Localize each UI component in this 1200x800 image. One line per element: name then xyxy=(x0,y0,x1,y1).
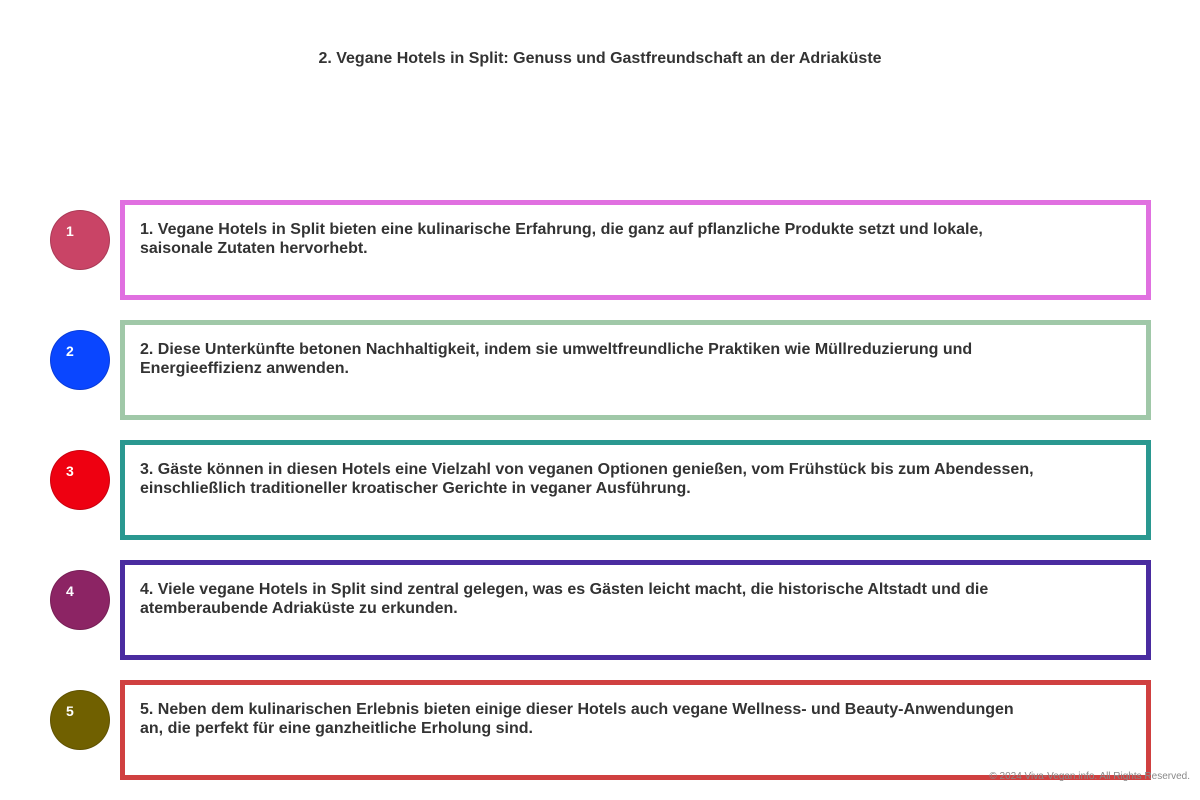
item-number: 1 xyxy=(66,223,74,239)
copyright-footer: © 2024 Viva-Vegan.info. All Rights Reserved. xyxy=(989,771,1190,782)
item-number: 2 xyxy=(66,343,74,359)
item-list xyxy=(0,200,1200,800)
item-number: 5 xyxy=(66,703,74,719)
item-number: 3 xyxy=(66,463,74,479)
number-circle xyxy=(50,570,110,630)
item-text: 3. Gäste können in diesen Hotels eine Vielzahl von veganen Optionen genießen, vom Frühstück bis zum Abendessen, einschließlich traditioneller kroatischer Gerichte in veganer Ausführung. xyxy=(140,461,1034,497)
item-text: 5. Neben dem kulinarischen Erlebnis bieten einige dieser Hotels auch vegane Wellness- und Beauty-Anwendungen an, die perfekt für eine ganzheitliche Erholung sind. xyxy=(140,701,1014,737)
number-circle xyxy=(50,690,110,750)
item-number: 4 xyxy=(66,583,74,599)
page-title: 2. Vegane Hotels in Split: Genuss und Gastfreundschaft an der Adriaküste xyxy=(318,50,882,67)
item-box xyxy=(120,560,1151,660)
item-box xyxy=(120,200,1151,300)
list-item xyxy=(0,560,1200,680)
number-circle xyxy=(50,330,110,390)
list-item xyxy=(0,200,1200,320)
number-circle xyxy=(50,210,110,270)
item-text: 2. Diese Unterkünfte betonen Nachhaltigkeit, indem sie umweltfreundliche Praktiken wie Müllreduzierung und Energieeffizienz anwenden. xyxy=(140,341,973,377)
list-item xyxy=(0,320,1200,440)
list-item xyxy=(0,680,1200,800)
item-box xyxy=(120,320,1151,420)
list-item xyxy=(0,440,1200,560)
number-circle xyxy=(50,450,110,510)
item-box xyxy=(120,440,1151,540)
item-text: 1. Vegane Hotels in Split bieten eine kulinarische Erfahrung, die ganz auf pflanzliche Produkte setzt und lokale, saisonale Zutaten hervorhebt. xyxy=(140,221,983,257)
item-text: 4. Viele vegane Hotels in Split sind zentral gelegen, was es Gästen leicht macht, die historische Altstadt und die atemberaubende Adriaküste zu erkunden. xyxy=(140,581,989,617)
item-box xyxy=(120,680,1151,780)
